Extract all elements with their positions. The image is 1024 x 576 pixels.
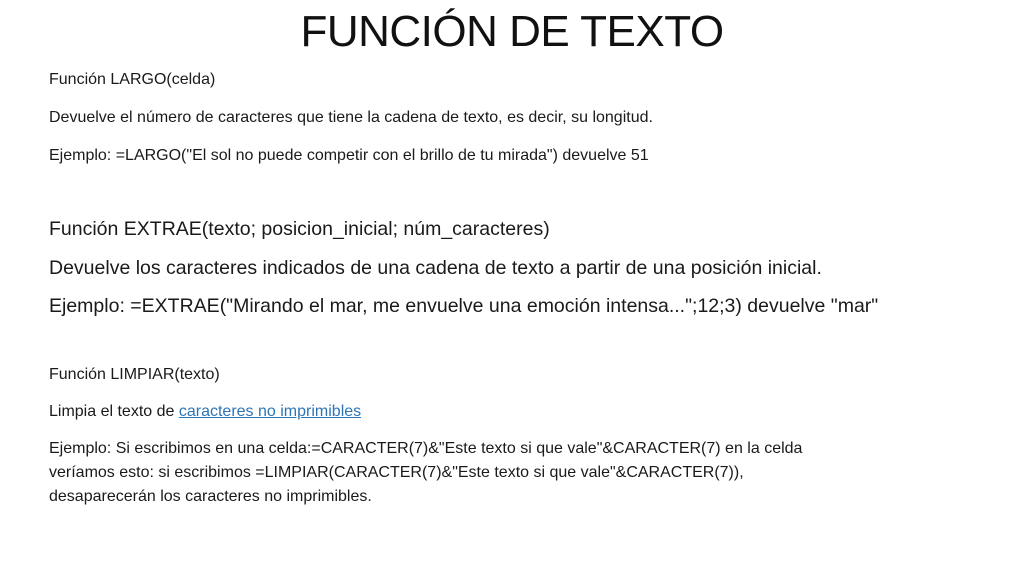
- caracteres-no-imprimibles-link[interactable]: caracteres no imprimibles: [178, 403, 362, 420]
- limpiar-section: [49, 365, 989, 507]
- extrae-heading: Función EXTRAE(texto; posicion_inicial; núm_caracteres): [49, 218, 550, 240]
- extrae-example: Ejemplo: =EXTRAE("Mirando el mar, me envuelve una emoción intensa...";12;3) devuelve "mar": [49, 295, 879, 317]
- limpiar-description: [49, 402, 989, 422]
- limpiar-heading: Función LIMPIAR(texto): [49, 366, 220, 383]
- extrae-description: Devuelve los caracteres indicados de una cadena de texto a partir de una posición inicial.: [49, 257, 822, 279]
- extrae-section: [49, 217, 989, 318]
- limpiar-example-line-2: veríamos esto: si escribimos =LIMPIAR(CARACTER(7)&"Este texto si que vale"&CARACTER(7)),: [49, 464, 744, 481]
- limpiar-example-line-3: desaparecerán los caracteres no imprimibles.: [49, 488, 372, 505]
- limpiar-example-line-1: Ejemplo: Si escribimos en una celda:=CARACTER(7)&"Este texto si que vale"&CARACTER(7) en la celda: [49, 440, 803, 457]
- slide-content: [49, 66, 989, 507]
- largo-description: Devuelve el número de caracteres que tiene la cadena de texto, es decir, su longitud.: [49, 109, 653, 126]
- largo-example: Ejemplo: =LARGO("El sol no puede competir con el brillo de tu mirada") devuelve 51: [49, 147, 649, 164]
- limpiar-description-text: Limpia el texto de: [49, 403, 179, 420]
- largo-heading: Función LARGO(celda): [49, 71, 216, 88]
- slide-title: FUNCIÓN DE TEXTO: [300, 7, 724, 56]
- largo-section: [49, 70, 989, 166]
